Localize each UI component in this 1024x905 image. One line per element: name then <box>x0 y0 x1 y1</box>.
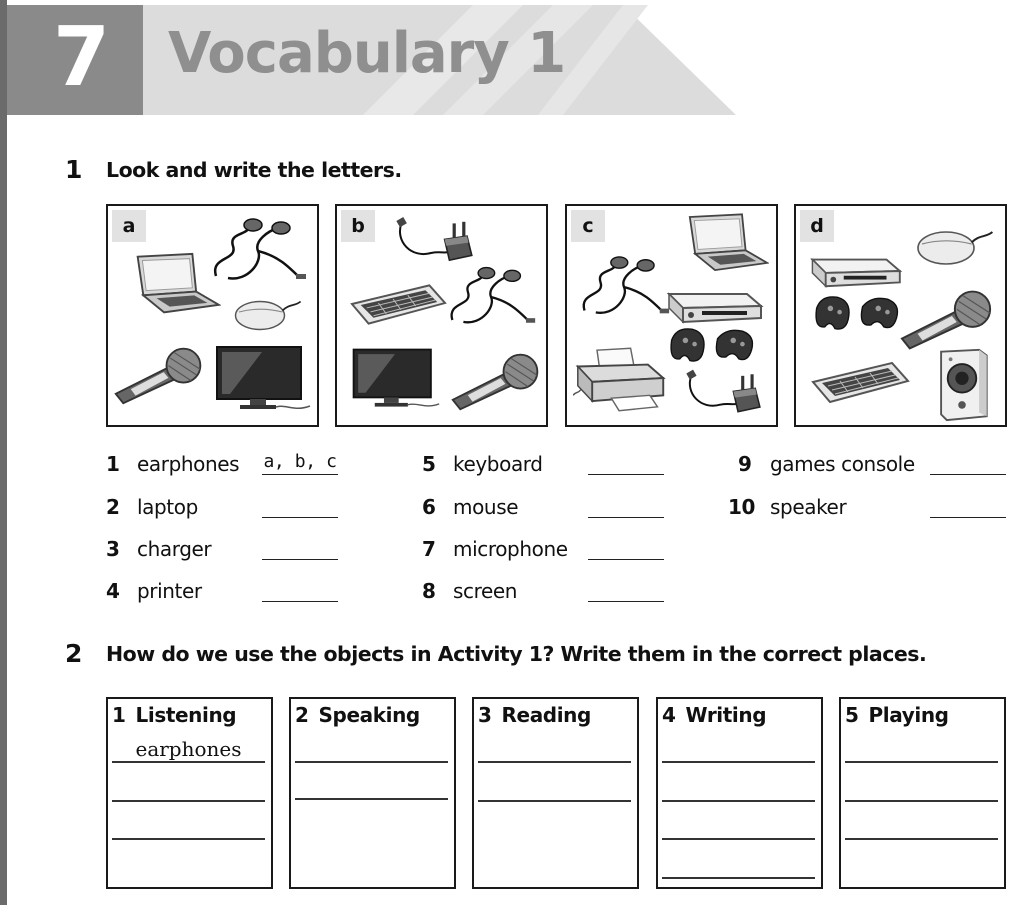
item-number: 10 <box>728 495 756 519</box>
category-box-writing <box>656 697 823 889</box>
picture-panel-c <box>565 204 778 427</box>
answer-blank[interactable] <box>930 494 1006 518</box>
box-number: 5 <box>845 703 859 727</box>
box-label: Speaking <box>318 703 420 727</box>
page-title: Vocabulary 1 <box>168 21 566 86</box>
answer-blank[interactable] <box>930 451 1006 475</box>
write-line[interactable] <box>112 800 265 802</box>
box-heading <box>295 701 420 729</box>
category-box-listening <box>106 697 273 889</box>
item-word: earphones <box>137 452 240 476</box>
item-number: 1 <box>106 452 120 476</box>
box-label: Playing <box>868 703 949 727</box>
answer-blank[interactable] <box>588 451 664 475</box>
answer-blank[interactable] <box>262 536 338 560</box>
exercise-2-instruction: How do we use the objects in Activity 1? Write them in the correct places. <box>106 642 927 666</box>
item-number: 3 <box>106 537 120 561</box>
answer-blank[interactable] <box>262 494 338 518</box>
write-line[interactable] <box>112 838 265 840</box>
write-line[interactable] <box>662 838 815 840</box>
box-number: 4 <box>662 703 676 727</box>
box-label: Listening <box>135 703 237 727</box>
word-item-10 <box>728 494 1008 520</box>
box-heading <box>112 701 236 729</box>
category-box-speaking <box>289 697 456 889</box>
write-line[interactable] <box>662 800 815 802</box>
write-line[interactable] <box>845 838 998 840</box>
panel-letter: a <box>112 210 146 242</box>
answer-blank[interactable] <box>588 578 664 602</box>
item-number: 4 <box>106 579 120 603</box>
box-answer: earphones <box>135 737 242 761</box>
item-number: 9 <box>738 452 752 476</box>
item-word: microphone <box>453 537 568 561</box>
write-line[interactable] <box>478 761 631 763</box>
write-line[interactable] <box>845 800 998 802</box>
box-number: 1 <box>112 703 126 727</box>
exercise-2-number: 2 <box>65 639 83 668</box>
unit-badge <box>7 5 143 115</box>
box-number: 3 <box>478 703 492 727</box>
item-number: 6 <box>422 495 436 519</box>
item-number: 8 <box>422 579 436 603</box>
word-item-3 <box>106 536 346 562</box>
answer-text: a, b, c <box>263 451 337 472</box>
item-number: 7 <box>422 537 436 561</box>
picture-panel-a <box>106 204 319 427</box>
box-label: Reading <box>501 703 591 727</box>
box-heading <box>478 701 591 729</box>
category-box-reading <box>472 697 639 889</box>
item-word: games console <box>770 452 915 476</box>
box-heading <box>845 701 949 729</box>
word-item-1 <box>106 451 346 477</box>
box-heading <box>662 701 766 729</box>
write-line[interactable] <box>662 761 815 763</box>
write-line[interactable] <box>295 761 448 763</box>
write-line[interactable] <box>662 877 815 879</box>
box-number: 2 <box>295 703 309 727</box>
answer-blank[interactable] <box>588 494 664 518</box>
item-word: laptop <box>137 495 198 519</box>
panel-letter: d <box>800 210 834 242</box>
word-item-7 <box>422 536 667 562</box>
item-number: 5 <box>422 452 436 476</box>
write-line[interactable] <box>478 800 631 802</box>
item-word: mouse <box>453 495 519 519</box>
page-edge <box>0 0 7 905</box>
item-word: screen <box>453 579 518 603</box>
item-word: keyboard <box>453 452 543 476</box>
word-item-4 <box>106 578 346 604</box>
word-item-8 <box>422 578 667 604</box>
box-label: Writing <box>685 703 767 727</box>
picture-panel-b <box>335 204 548 427</box>
panel-letter: b <box>341 210 375 242</box>
exercise-1-number: 1 <box>65 155 83 184</box>
write-line[interactable] <box>295 798 448 800</box>
unit-number: 7 <box>53 10 111 105</box>
item-word: printer <box>137 579 202 603</box>
item-word: charger <box>137 537 212 561</box>
category-box-playing <box>839 697 1006 889</box>
word-item-6 <box>422 494 667 520</box>
exercise-1-instruction: Look and write the letters. <box>106 158 402 182</box>
word-item-5 <box>422 451 667 477</box>
write-line[interactable] <box>845 761 998 763</box>
answer-blank[interactable] <box>588 536 664 560</box>
answer-blank[interactable] <box>262 578 338 602</box>
answer-blank[interactable] <box>262 451 338 475</box>
item-number: 2 <box>106 495 120 519</box>
write-line[interactable] <box>112 761 265 763</box>
picture-panel-d <box>794 204 1007 427</box>
panel-letter: c <box>571 210 605 242</box>
item-word: speaker <box>770 495 847 519</box>
word-item-9 <box>738 451 1008 477</box>
word-item-2 <box>106 494 346 520</box>
